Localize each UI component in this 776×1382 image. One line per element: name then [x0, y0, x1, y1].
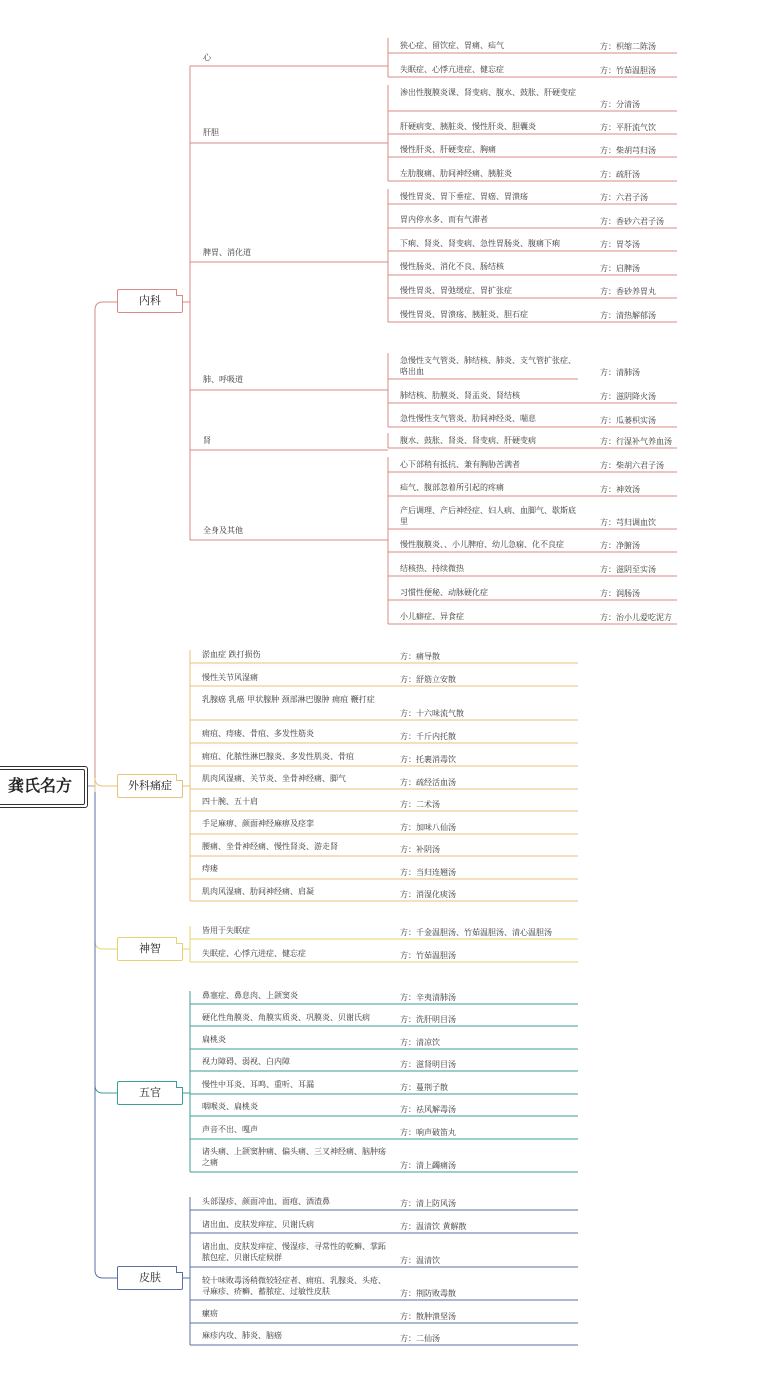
group-label-4: 肾: [203, 436, 211, 445]
internal-formula-5-5: 方：润肠汤: [600, 589, 640, 598]
branch3-formula-0: 方：辛夷清肺汤: [400, 993, 456, 1002]
branch1-formula-3: 方：千斤内托散: [400, 732, 456, 741]
internal-formula-0-1: 方：竹茹温胆汤: [600, 66, 656, 75]
trunk-link-2: [95, 792, 117, 949]
branch1-formula-5: 方：疏经活血汤: [400, 778, 456, 787]
branch3-formula-2: 方：清凉饮: [400, 1038, 440, 1047]
internal-formula-1-1: 方：平肝流气饮: [600, 123, 656, 132]
internal-disease-2-0: 慢性胃炎、胃下垂症、胃癌、胃溃疡: [400, 192, 528, 201]
branch1-disease-1: 慢性关节风湿痛: [202, 673, 258, 682]
branch3-formula-7: 方：清上蠲痛汤: [400, 1161, 456, 1170]
internal-disease-1-1: 肝硬病变、胰脏炎、慢性肝炎、胆囊炎: [400, 122, 536, 131]
branch1-formula-4: 方：托裹消毒饮: [400, 755, 456, 764]
group-label-1: 肝胆: [203, 128, 219, 137]
group-label-2: 脾胃、消化道: [203, 248, 251, 257]
internal-disease-3-1: 肺结核、肋膜炎、肾盂炎、肾结核: [400, 391, 520, 400]
trunk-link-3: [95, 792, 117, 1093]
internal-disease-5-1: 疝气、腹部忽着所引起的疼痛: [400, 483, 504, 492]
internal-disease-5-6: 小儿癖症、异食症: [400, 612, 464, 621]
internal-formula-1-2: 方：柴胡芎归汤: [600, 146, 656, 155]
branch2-formula-0: 方：千金温胆汤、竹茹温胆汤、清心温胆汤: [400, 928, 552, 937]
branch3-disease-4: 慢性中耳炎、耳鸣、重听、耳漏: [202, 1080, 314, 1089]
branch1-disease-6: 四十腕、五十肩: [202, 797, 258, 806]
group-label-5: 全身及其他: [203, 526, 243, 535]
branch3-disease-3: 视力障碍、弱视、白内障: [202, 1057, 290, 1066]
branch3-disease-7: 诸头痛、上颌窦肿痛、偏头痛、三叉神经痛、脑肿疡之痛: [202, 1147, 386, 1167]
branch3-disease-5: 咽喉炎、扁桃炎: [202, 1102, 258, 1111]
internal-formula-2-5: 方：清热解郁汤: [600, 311, 656, 320]
internal-disease-1-3: 左肋腹痛、肋间神经痛、胰脏炎: [400, 169, 512, 178]
branch4-disease-5: 麻疹内攻、肺炎、脑癌: [202, 1331, 282, 1340]
internal-formula-5-0: 方：柴胡六君子汤: [600, 461, 664, 470]
branch4-formula-1: 方：温清饮 黄解散: [400, 1222, 467, 1231]
branch1-disease-9: 痔瘘: [202, 864, 218, 873]
branch-node-skin[interactable]: 皮肤: [117, 1266, 183, 1290]
branch2-formula-1: 方：竹茹温胆汤: [400, 951, 456, 960]
branch3-formula-6: 方：响声破笛丸: [400, 1128, 456, 1137]
branch1-formula-6: 方：二术汤: [400, 800, 440, 809]
internal-disease-5-4: 结核热、持续微热: [400, 564, 464, 573]
branch3-formula-3: 方：滋肾明目汤: [400, 1060, 456, 1069]
branch-node-wuguan[interactable]: 五官: [117, 1081, 183, 1105]
internal-disease-5-3: 慢性腹膜炎、、小儿脾疳、幼儿急痫、化不良症: [400, 540, 564, 549]
branch1-formula-9: 方：当归连翘汤: [400, 868, 456, 877]
branch1-disease-10: 肌肉风湿痛、肋间神经痛、肩凝: [202, 887, 314, 896]
branch4-disease-3: 较十味败毒汤稍微较轻症者、痈疽、乳腺炎、头疮、寻麻疹、疥癣、蓄脓症、过敏性皮肤: [202, 1276, 386, 1296]
internal-disease-1-2: 慢性肝炎、肝硬变症、胸痛: [400, 145, 496, 154]
internal-formula-5-4: 方：滋阴至实汤: [600, 565, 656, 574]
branch3-disease-0: 鼻塞症、鼻息肉、上颌窦炎: [202, 991, 298, 1000]
branch-node-internal[interactable]: 内科: [117, 289, 183, 313]
branch4-disease-1: 诸出血、皮肤发痒症、贝谢氏病: [202, 1220, 314, 1229]
internal-formula-5-3: 方：净腑汤: [600, 541, 640, 550]
internal-disease-4-0: 腹水、鼓胀、肾炎、肾变病、肝硬变病: [400, 436, 536, 445]
internal-formula-5-2: 方：芎归调血饮: [600, 518, 656, 527]
internal-formula-4-0: 方：行湿补气养血汤: [600, 437, 672, 446]
branch1-disease-2: 乳腺癌 乳癌 甲状腺肿 颈部淋巴腺肿 痈疽 鞭打症: [202, 695, 375, 704]
branch4-formula-5: 方：二仙汤: [400, 1334, 440, 1343]
internal-formula-5-6: 方：治小儿爱吃泥方: [600, 613, 672, 622]
branch4-disease-4: 瘰疬: [202, 1309, 218, 1318]
internal-formula-2-3: 方：启脾汤: [600, 264, 640, 273]
branch1-disease-4: 痈疽、化脓性淋巴腺炎、多发性肌炎、骨疽: [202, 752, 354, 761]
branch4-disease-2: 诸出血、皮肤发痒症、慢湿疹、寻常性的乾癣、掌跖脓包症、贝谢氏症候群: [202, 1242, 386, 1262]
internal-disease-3-2: 急性慢性支气管炎、肋间神经炎、喘息: [400, 414, 536, 423]
branch4-disease-0: 头部湿疹、颜面冲血、面疱、酒渣鼻: [202, 1197, 330, 1206]
internal-disease-5-0: 心下部稍有抵抗、兼有胸胁苦满者: [400, 460, 520, 469]
internal-formula-3-1: 方：滋阴降火汤: [600, 392, 656, 401]
branch1-formula-10: 方：消湿化痰汤: [400, 890, 456, 899]
root-node-title: 龚氏名方: [7, 776, 72, 795]
branch3-formula-5: 方：祛风解毒汤: [400, 1105, 456, 1114]
internal-disease-1-0: 渗出性腹膜炎课、肾变病、腹水、鼓胀、肝硬变症: [400, 88, 576, 97]
internal-disease-0-0: 狭心症、留饮症、胃痛、疝气: [400, 41, 504, 50]
branch4-formula-3: 方：荆防败毒散: [400, 1289, 456, 1298]
branch4-formula-0: 方：清上防风汤: [400, 1199, 456, 1208]
internal-formula-2-4: 方：香砂养胃丸: [600, 287, 656, 296]
branch1-formula-1: 方：舒筋立安散: [400, 675, 456, 684]
internal-formula-5-1: 方：神效汤: [600, 485, 640, 494]
internal-disease-3-0: 急慢性支气管炎、肺结核、肺炎、支气管扩张症、咯出血: [400, 356, 576, 376]
branch1-formula-7: 方：加味八仙汤: [400, 823, 456, 832]
branch1-formula-0: 方：痛导散: [400, 652, 440, 661]
branch3-formula-1: 方：洗肝明目汤: [400, 1015, 456, 1024]
branch3-disease-6: 声音不出、嘎声: [202, 1125, 258, 1134]
internal-disease-5-2: 产后调理、产后神经症、妇人病、血脚气、歇斯底里: [400, 506, 576, 526]
internal-disease-2-1: 胃内停水多、而有气滞者: [400, 215, 488, 224]
internal-formula-2-0: 方：六君子汤: [600, 193, 648, 202]
branch3-disease-1: 硬化性角膜炎、角膜实质炎、巩膜炎、贝谢氏病: [202, 1013, 370, 1022]
branch1-formula-8: 方：补阴汤: [400, 845, 440, 854]
group-label-3: 肺、呼吸道: [203, 375, 243, 384]
branch1-disease-8: 腰痛、坐骨神经痛、慢性肾炎、游走肾: [202, 842, 338, 851]
branch3-disease-2: 扁桃炎: [202, 1035, 226, 1044]
branch3-formula-4: 方：蔓荆子散: [400, 1083, 448, 1092]
internal-disease-5-5: 习惯性便秘、动脉硬化症: [400, 588, 488, 597]
internal-disease-2-4: 慢性胃炎、胃弛缓症、胃扩张症: [400, 286, 512, 295]
branch4-formula-4: 方：散肿溃坚汤: [400, 1312, 456, 1321]
internal-formula-2-1: 方：香砂六君子汤: [600, 217, 664, 226]
internal-disease-2-5: 慢性胃炎、胃溃疡、胰脏炎、胆石症: [400, 310, 528, 319]
trunk-link-0: [95, 302, 117, 780]
branch1-formula-2: 方：十六味流气散: [400, 709, 464, 718]
internal-formula-3-2: 方：瓜蒌枳实汤: [600, 416, 656, 425]
branch2-disease-1: 失眠症、心悸亢进症、健忘症: [202, 949, 306, 958]
branch1-disease-0: 淤血症 跌打损伤: [202, 650, 261, 659]
group-label-0: 心: [203, 53, 211, 62]
internal-disease-0-1: 失眠症、心悸亢进症、健忘症: [400, 65, 504, 74]
trunk-link-4: [95, 792, 117, 1278]
internal-formula-2-2: 方：胃苓汤: [600, 240, 640, 249]
branch1-disease-7: 手足麻痹、颜面神经麻痹及痉挛: [202, 819, 314, 828]
branch-node-surgery[interactable]: 外科痛症: [117, 774, 183, 798]
internal-disease-2-3: 慢性肠炎、消化不良、肠结核: [400, 262, 504, 271]
internal-formula-1-3: 方：疏肝汤: [600, 170, 640, 179]
branch-node-shenzhi[interactable]: 神智: [117, 937, 183, 961]
internal-formula-1-0: 方：分清汤: [600, 100, 640, 109]
branch4-formula-2: 方：温清饮: [400, 1256, 440, 1265]
trunk-link-1: [95, 778, 117, 792]
internal-formula-3-0: 方：清肺汤: [600, 368, 640, 377]
internal-disease-2-2: 下痢、肾炎、肾变病、急性胃肠炎、腹痛下痢: [400, 239, 560, 248]
branch2-disease-0: 皆用于失眠症: [202, 926, 250, 935]
internal-formula-0-0: 方：枳缩二陈汤: [600, 42, 656, 51]
branch1-disease-3: 痈疽、痔瘘、骨疽、多发性筋炎: [202, 729, 314, 738]
branch1-disease-5: 肌肉风湿痛、关节炎、坐骨神经痛、脚气: [202, 774, 346, 783]
